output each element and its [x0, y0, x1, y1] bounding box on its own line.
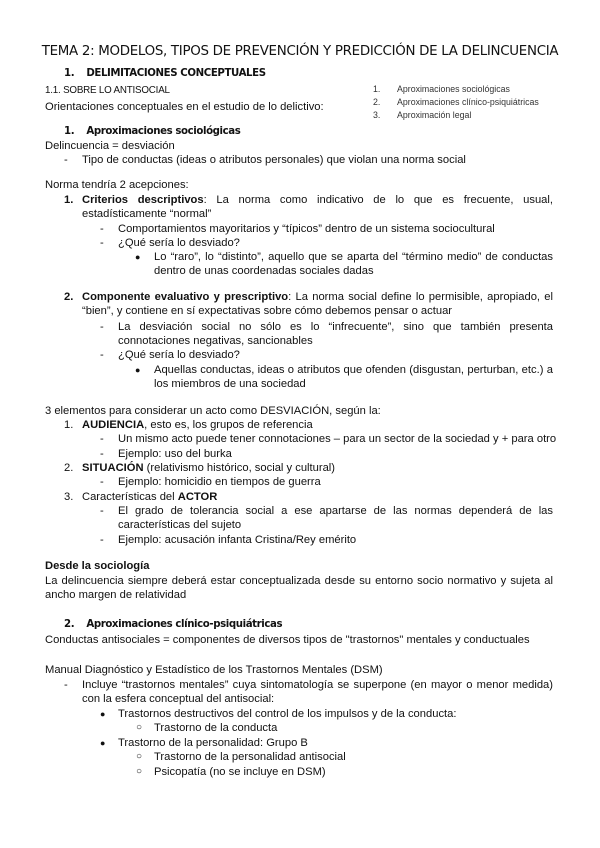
element-actor: Características del ACTOR [82, 491, 218, 503]
dash-marker: - [100, 237, 104, 249]
dash-marker: - [64, 679, 68, 691]
dash-marker: - [100, 349, 104, 361]
element-detail: Un mismo acto puede tener connotaciones – para un sector de la sociedad y + para otro [118, 433, 557, 445]
component-answer-cont: los miembros de una sociedad [154, 378, 306, 390]
dash-marker: - [100, 476, 104, 488]
subheading-clinical: 2. Aproximaciones clínico-psiquiátricas [64, 619, 283, 630]
component-detail-cont: connotaciones negativas, sancionables [118, 335, 313, 347]
dash-marker: - [100, 534, 104, 546]
element-audiencia: AUDIENCIA, esto es, los grupos de referencia [82, 419, 313, 431]
list-number: 3. [64, 491, 74, 503]
element-example: Ejemplo: acusación infanta Cristina/Rey emérito [118, 534, 357, 546]
component-detail: La desviación social no sólo es lo “infrecuente”, sino que también presenta [118, 321, 553, 333]
dsm-category: Trastorno de la personalidad: Grupo B [118, 737, 308, 749]
criterion-answer: Lo “raro”, lo “distinto”, aquello que se aparta del “término medio” de conductas [154, 251, 553, 263]
dash-marker: - [100, 321, 104, 333]
bullet-marker: ● [135, 365, 141, 375]
dsm-subcategory: Psicopatía (no se incluye en DSM) [154, 766, 326, 778]
list-number: 1. [64, 194, 74, 206]
section-heading [64, 67, 266, 82]
dash-marker: - [100, 505, 104, 517]
element-detail-cont: características del sujeto [118, 519, 242, 531]
definition-text: Delincuencia = desviación [45, 140, 175, 152]
intro-text: Orientaciones conceptuales en el estudio de lo delictivo: [45, 101, 324, 113]
list-number: 1. [64, 419, 74, 431]
element-situacion: SITUACIÓN (relativismo histórico, social y cultural) [82, 462, 336, 474]
elements-intro: 3 elementos para considerar un acto como DESVIACIÓN, según la: [45, 405, 381, 417]
dash-marker: - [100, 448, 104, 460]
subsection-heading: 1.1. SOBRE LO ANTISOCIAL [45, 85, 170, 96]
circle-marker: ○ [136, 751, 143, 762]
approach-list-item: 3. Aproximación legal [373, 110, 472, 120]
dsm-subcategory: Trastorno de la conducta [154, 722, 278, 734]
section-number: 1. [64, 68, 75, 79]
section-title: DELIMITACIONES CONCEPTUALES [86, 68, 266, 79]
approach-list-item: 2. Aproximaciones clínico-psiquiátricas [373, 97, 539, 107]
list-number: 2. [64, 462, 74, 474]
dsm-title: Manual Diagnóstico y Estadístico de los Trastornos Mentales (DSM) [45, 664, 383, 676]
subheading-sociological: 1. Aproximaciones sociológicas [64, 126, 241, 137]
circle-marker: ○ [136, 766, 143, 777]
bullet-marker: ● [135, 252, 141, 262]
dsm-detail-cont: con la esfera conceptual del antisocial: [82, 693, 275, 705]
sociology-paragraph: La delincuencia siempre deberá estar conceptualizada desde su entorno socio normativo y sujeta al [45, 575, 553, 587]
sociology-paragraph-cont: ancho margen de relatividad [45, 589, 187, 601]
component-paragraph: Componente evaluativo y prescriptivo: La norma social define lo permisible, apropiado, el [82, 291, 554, 303]
dash-marker: - [100, 433, 104, 445]
definition-detail: Tipo de conductas (ideas o atributos personales) que violan una norma social [82, 154, 466, 166]
dsm-detail: Incluye “trastornos mentales” cuya sintomatología se superpone (en mayor o menor medida) [82, 679, 553, 691]
component-answer: Aquellas conductas, ideas o atributos que ofenden (disgustan, perturban, etc.) a [154, 364, 553, 376]
element-detail: El grado de tolerancia social a ese apartarse de las normas dependerá de las [118, 505, 553, 517]
approach-list [373, 83, 539, 122]
norma-intro: Norma tendría 2 acepciones: [45, 179, 189, 191]
circle-marker: ○ [136, 722, 143, 733]
dsm-category: Trastornos destructivos del control de los impulsos y de la conducta: [118, 708, 457, 720]
sociology-heading: Desde la sociología [45, 560, 150, 572]
page-title: TEMA 2: MODELOS, TIPOS DE PREVENCIÓN Y PREDICCIÓN DE LA DELINCUENCIA [41, 44, 559, 59]
clinical-definition: Conductas antisociales = componentes de diversos tipos de "trastornos" mentales y conductuales [45, 634, 530, 646]
criterion-answer-cont: dentro de unas coordenadas sociales dadas [154, 265, 374, 277]
dsm-subcategory: Trastorno de la personalidad antisocial [154, 751, 346, 763]
element-example: Ejemplo: homicidio en tiempos de guerra [118, 476, 321, 488]
dash-marker: - [100, 223, 104, 235]
approach-list-item: 1. Aproximaciones sociológicas [373, 84, 510, 94]
criterion-question: ¿Qué sería lo desviado? [118, 237, 240, 249]
dash-marker: - [64, 154, 68, 166]
criterion-detail: Comportamientos mayoritarios y “típicos” dentro de un sistema sociocultural [118, 223, 495, 235]
component-paragraph-cont: “bien”, y contiene en sí expectativas sobre cómo debemos pensar o actuar [82, 305, 453, 317]
component-question: ¿Qué sería lo desviado? [118, 349, 240, 361]
element-example: Ejemplo: uso del burka [118, 448, 232, 460]
criterion-paragraph: Criterios descriptivos: La norma como indicativo de lo que es frecuente, usual, [82, 194, 553, 206]
criterion-paragraph-cont: estadísticamente “normal” [82, 208, 212, 220]
bullet-marker: ● [100, 738, 106, 748]
bullet-marker: ● [100, 709, 106, 719]
list-number: 2. [64, 291, 74, 303]
